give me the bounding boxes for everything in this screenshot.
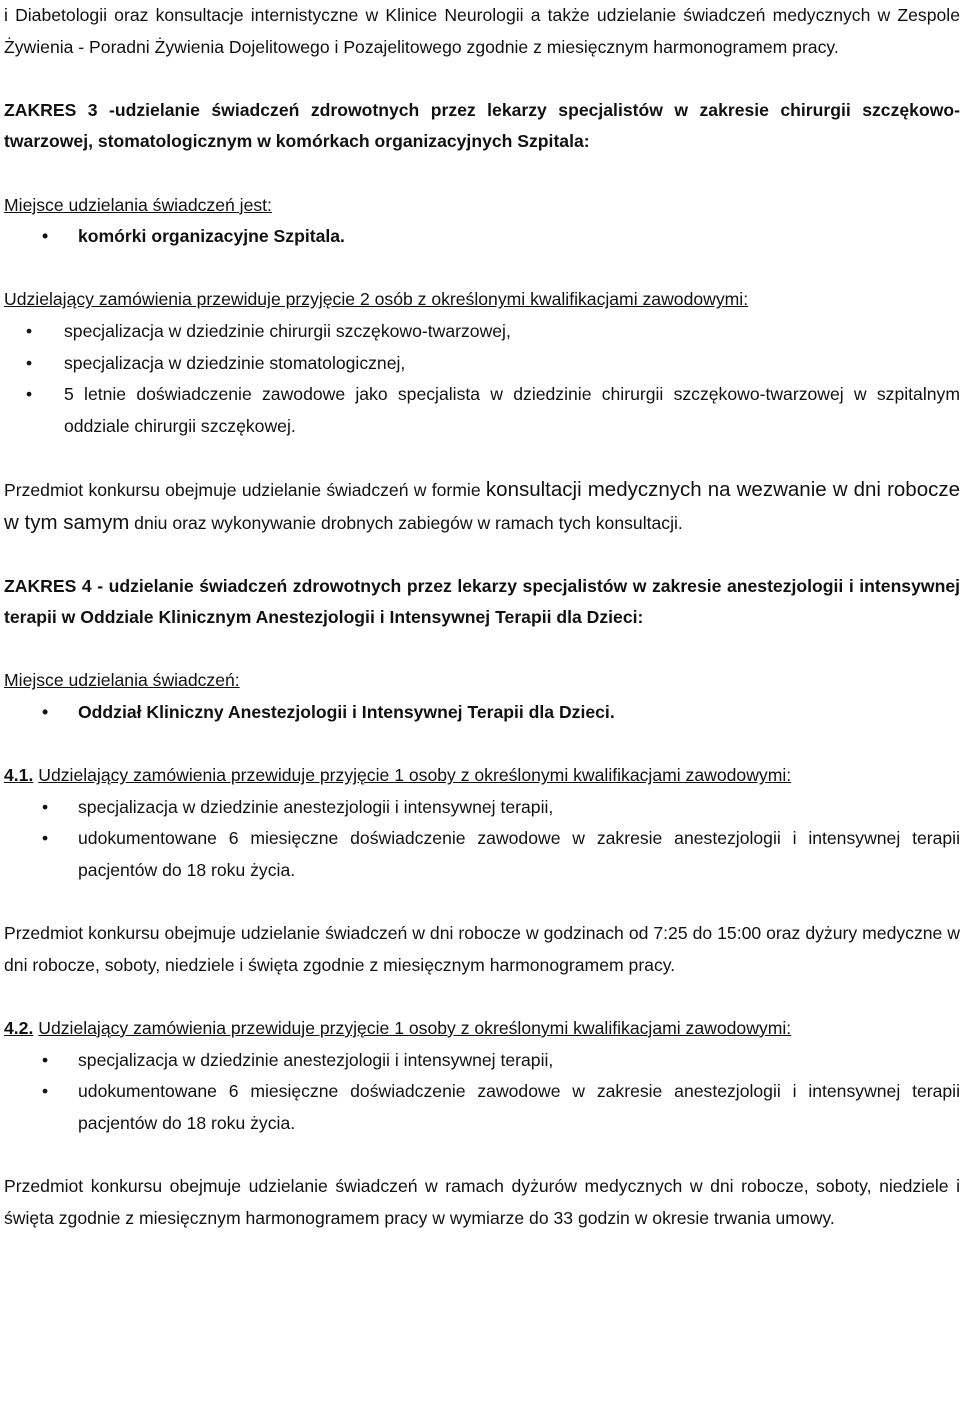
zakres-3-place-list: [4, 221, 960, 253]
zakres-3-place-label: Miejsce udzielania świadczeń jest:: [4, 194, 272, 215]
zakres-4-2-list: [4, 1045, 960, 1140]
zakres-4-2-label: 4.2. Udzielający zamówienia przewiduje przyjęcie 1 osoby z określonymi kwalifikacjami zawodowymi:: [4, 1018, 792, 1038]
bullet-icon: •: [26, 320, 33, 341]
list-item: • specjalizacja w dziedzinie stomatologicznej,: [4, 348, 960, 380]
zakres-4-place-list: [4, 697, 960, 729]
zakres-4-2-subject: Przedmiot konkursu obejmuje udzielanie świadczeń w ramach dyżurów medycznych w dni robocze, soboty, niedziele i święta zgodnie z miesięcznym harmonogramem pracy w wymiarze do 33 godzin w okresie trwania umowy.: [4, 1175, 960, 1228]
intro-paragraph: i Diabetologii oraz konsultacje internistyczne w Klinice Neurologii a także udzielanie świadczeń medycznych w Zespole Żywienia - Poradni Żywienia Dojelitowego i Pozajelitowego zgodnie z miesięcznym harmonogramem pracy.: [4, 5, 960, 57]
zakres-3-qual-label: Udzielający zamówienia przewiduje przyjęcie 2 osób z określonymi kwalifikacjami zawodowymi:: [4, 289, 749, 310]
bullet-icon: •: [42, 1081, 49, 1102]
list-item: • udokumentowane 6 miesięczne doświadczenie zawodowe w zakresie anestezjologii i intensywnej terapii pacjentów do 18 roku życia.: [4, 1076, 960, 1139]
zakres-4-heading: ZAKRES 4 - udzielanie świadczeń zdrowotnych przez lekarzy specjalistów w zakresie anestezjologii i intensywnej terapii w Oddziale Klinicznym Anestezjologii i Intensywnej Terapii dla Dzieci:: [4, 575, 960, 628]
zakres-4-1-label: 4.1. Udzielający zamówienia przewiduje przyjęcie 1 osoby z określonymi kwalifikacjami zawodowymi:: [4, 765, 792, 786]
bullet-icon: •: [42, 226, 49, 247]
list-item: • 5 letnie doświadczenie zawodowe jako specjalista w dziedzinie chirurgii szczękowo-twarzowej w szpitalnym oddziale chirurgii szczękowej.: [4, 379, 960, 442]
bullet-icon: •: [26, 352, 33, 373]
list-item: • specjalizacja w dziedzinie anestezjologii i intensywnej terapii,: [4, 792, 960, 824]
bullet-icon: •: [42, 1049, 49, 1070]
bullet-icon: •: [42, 702, 49, 723]
list-item: • udokumentowane 6 miesięczne doświadczenie zawodowe w zakresie anestezjologii i intensywnej terapii pacjentów do 18 roku życia.: [4, 823, 960, 886]
bullet-icon: •: [42, 796, 49, 817]
list-item: • komórki organizacyjne Szpitala.: [4, 221, 960, 253]
zakres-4-place-label: Miejsce udzielania świadczeń:: [4, 670, 240, 691]
list-item: • specjalizacja w dziedzinie anestezjologii i intensywnej terapii,: [4, 1045, 960, 1077]
zakres-4-1-list: [4, 792, 960, 887]
list-item: • specjalizacja w dziedzinie chirurgii szczękowo-twarzowej,: [4, 316, 960, 348]
bullet-icon: •: [26, 384, 33, 405]
list-item: • Oddział Kliniczny Anestezjologii i Intensywnej Terapii dla Dzieci.: [4, 697, 960, 729]
zakres-3-subject: Przedmiot konkursu obejmuje udzielanie świadczeń w formie konsultacji medycznych na wezwanie w dni robocze w tym samym dniu oraz wykonywanie drobnych zabiegów w ramach tych konsultacji.: [4, 477, 960, 534]
zakres-3-heading: ZAKRES 3 -udzielanie świadczeń zdrowotnych przez lekarzy specjalistów w zakresie chirurgii szczękowo-twarzowej, stomatologicznym w komórkach organizacyjnych Szpitala:: [4, 99, 960, 152]
zakres-4-1-subject: Przedmiot konkursu obejmuje udzielanie świadczeń w dni robocze w godzinach od 7:25 do 15:00 oraz dyżury medyczne w dni robocze, soboty, niedziele i święta zgodnie z miesięcznym harmonogramem pracy.: [4, 923, 960, 975]
bullet-icon: •: [42, 828, 49, 849]
zakres-3-qual-list: [4, 316, 960, 442]
